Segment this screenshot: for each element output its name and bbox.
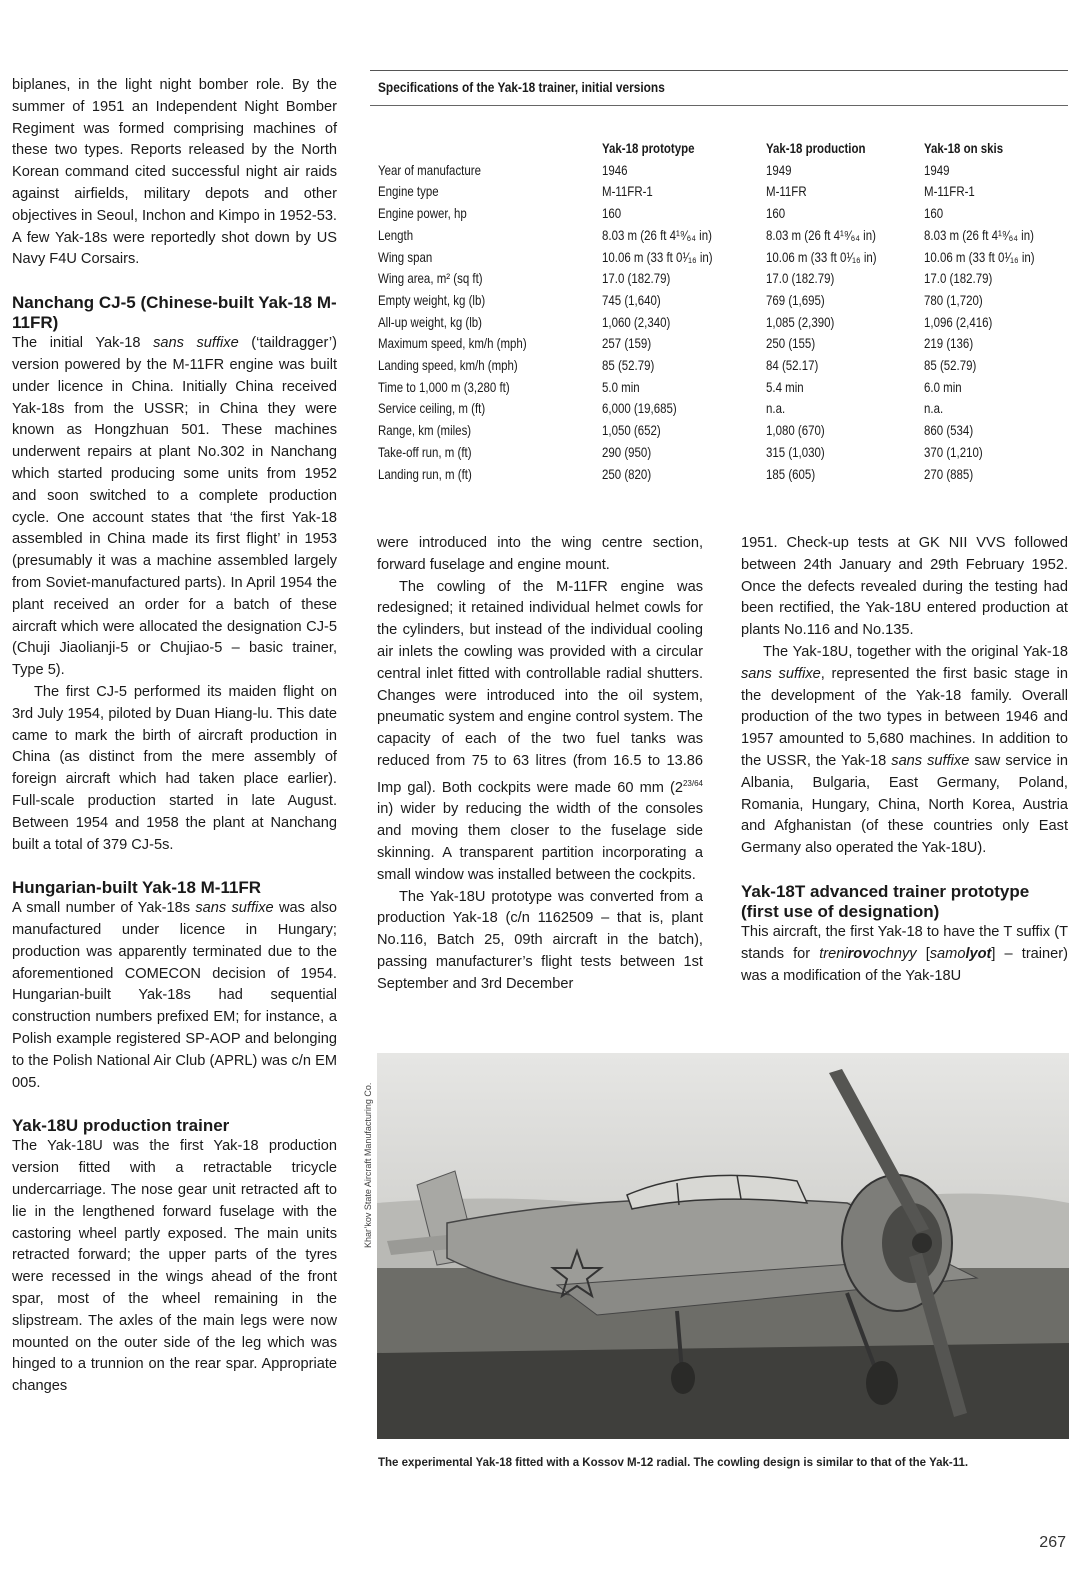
spec-value-cell: 270 (885) [924,465,974,482]
spec-value-cell: 17.0 (182.79) [766,270,835,287]
spec-label-cell: Engine type [378,183,439,200]
aircraft-illustration [377,1053,1069,1439]
spec-label-cell: Take-off run, m (ft) [378,443,472,460]
spec-value-cell: 185 (605) [766,465,816,482]
spec-label-cell: Length [378,226,414,243]
spec-value-cell: 5.4 min [766,378,804,395]
spec-value-cell: 1949 [924,161,950,178]
spec-table-row [372,398,1074,420]
spec-value-cell: 860 (534) [924,422,974,439]
text-column-1 [12,75,337,1398]
header-cell: Yak-18 production [766,140,866,156]
spec-value-cell: 6.0 min [924,378,962,395]
section-heading-hungarian: Hungarian-built Yak-18 M-11FR [12,878,262,898]
spec-value-cell: 84 (52.17) [766,357,819,374]
paragraph: The Yak-18U prototype was converted from a production Yak-18 (c/n 1162509 – that is, plant No.116, Batch 25, 09th aircraft in the batch), passing manufacturer’s flight tests between 1st September and 3rd December [377,888,703,992]
spec-value-cell: 17.0 (182.79) [924,270,993,287]
spec-table-row [372,247,1074,269]
spec-table-row [372,442,1074,464]
spec-value-cell: 160 [602,205,622,222]
spec-table-row [372,290,1074,312]
spec-value-cell: 315 (1,030) [766,443,825,460]
spec-table-row [372,333,1074,355]
header-cell [372,138,602,160]
paragraph: The initial Yak-18 sans suffixe (‘taildragger’) version powered by the M-11FR engine was built under licence in China. Initially China received Yak-18s from the USSR; in China they were known as Hongzhuan 501. These machines underwent repairs at plant No.302 in Nanchang which started producing some units from 1952 and soon switched to a complete production cycle. One account states that ‘the first Yak-18 assembled in China made its first flight’ in 1953 (presumably it was a machine assembled largely from Soviet-manufactured parts). In April 1954 the plant received an order for a batch of these aircraft which were allocated the designation CJ-5 (Chuji Jiaolianji-5 or Chujiao-5 – basic trainer, Type 5). [12,335,338,679]
spec-value-cell: 160 [924,205,944,222]
spec-table [372,138,1074,485]
spec-label-cell: Engine power, hp [378,205,467,222]
section-heading-yak18t: Yak-18T advanced trainer prototype (first use of designation) [741,881,1030,921]
spec-value-cell: 1,050 (652) [602,422,661,439]
spec-value-cell: 5.0 min [602,378,640,395]
spec-value-cell: 370 (1,210) [924,443,983,460]
paragraph: 1951. Check-up tests at GK NII VVS followed between 24th January and 29th February 1952. Once the defects revealed during the testing had been rectified, the Yak-18U entered production at plants No.116 and No.135. [741,535,1068,639]
spec-label-cell: Landing speed, km/h (mph) [378,357,518,374]
spec-value-cell: 250 (155) [766,335,816,352]
spec-label-cell: Empty weight, kg (lb) [378,291,486,308]
spec-label-cell: Service ceiling, m (ft) [378,400,486,417]
spec-value-cell: 8.03 m (26 ft 4¹⁹⁄₆₄ in) [766,226,876,243]
spec-value-cell: 160 [766,205,786,222]
spec-value-cell: 1,085 (2,390) [766,313,835,330]
spec-value-cell: M-11FR [766,183,807,200]
paragraph: A small number of Yak-18s sans suffixe was also manufactured under licence in Hungary; production was apparently terminated due to the aforementioned COMECON decision of 1954. Hungarian-built Yak-18s had sequential construction numbers prefixed EM; for instance, a Polish example registered SP-AOP and belonging to the Polish National Air Club (APRL) was c/n EM 005. [12,900,337,1091]
spec-label-cell: Wing area, m² (sq ft) [378,270,483,287]
aircraft-photo [377,1053,1069,1439]
spec-table-row [372,464,1074,486]
paragraph: were introduced into the wing centre section, forward fuselage and engine mount. [377,535,703,573]
spec-value-cell: 10.06 m (33 ft 0¹⁄₁₆ in) [766,248,877,265]
spec-table-row [372,420,1074,442]
spec-table-row [372,181,1074,203]
page-number: 267 [1039,1534,1066,1551]
spec-label-cell: Range, km (miles) [378,422,472,439]
spec-value-cell: 8.03 m (26 ft 4¹⁹⁄₆₄ in) [602,226,712,243]
text-column-3 [741,533,1068,987]
spec-value-cell: 250 (820) [602,465,652,482]
spec-value-cell: 1,060 (2,340) [602,313,671,330]
spec-value-cell: 8.03 m (26 ft 4¹⁹⁄₆₄ in) [924,226,1034,243]
header-cell: Yak-18 on skis [924,140,1004,156]
spec-value-cell: 17.0 (182.79) [602,270,671,287]
paragraph: The cowling of the M-11FR engine was redesigned; it retained individual helmet cowls for the cylinders, but instead of the individual cooling air inlets the cowling was provided with a circular central inlet fitted with controllable radial shutters. Changes were introduced into the oil system, pneumatic system and engine control system. The capacity of each of the two fuel tanks was reduced from 75 to 63 litres (from 16.5 to 13.86 Imp gal). Both cockpits were made 60 mm ($2^{23/64}$ in) wider by reducing the width of the consoles and moving them closer to the fuselage side skinning. A transparent partition incorporating a small window was installed between the cockpits. [377,578,703,883]
spec-value-cell: 1,080 (670) [766,422,825,439]
spec-value-cell: 85 (52.79) [602,357,655,374]
spec-table-row [372,377,1074,399]
spec-value-cell: 1949 [766,161,792,178]
spec-value-cell: 780 (1,720) [924,291,983,308]
spec-value-cell: 257 (159) [602,335,652,352]
spec-label-cell: All-up weight, kg (lb) [378,313,482,330]
spec-table-header-row [372,138,1074,160]
spec-value-cell: M-11FR-1 [924,183,975,200]
spec-value-cell: 769 (1,695) [766,291,825,308]
spec-value-cell: 10.06 m (33 ft 0¹⁄₁₆ in) [924,248,1035,265]
spec-table-body [372,160,1074,486]
paragraph: biplanes, in the light night bomber role. By the summer of 1951 an Independent Night Bomber Regiment was formed comprising machines of these two types. Reports released by the North Korean command cited successful night air raids against airfields, military depots and other objectives in Seoul, Inchon and Kimpo in 1952-53. A few Yak-18s were reportedly shot down by US Navy F4U Corsairs. [12,77,337,268]
spec-value-cell: 6,000 (19,685) [602,400,677,417]
spec-table-title: Specifications of the Yak-18 trainer, initial versions [378,79,665,95]
photo-caption: The experimental Yak-18 fitted with a Kossov M-12 radial. The cowling design is similar to that of the Yak-11. [378,1457,969,1469]
top-rule [370,70,1068,71]
section-heading-yak18u: Yak-18U production trainer [12,1116,230,1136]
text-column-2 [377,533,703,996]
spec-label-cell: Time to 1,000 m (3,280 ft) [378,378,510,395]
paragraph: The Yak-18U, together with the original Yak-18 sans suffixe, represented the first basic stage in the development of the Yak-18 family. Overall production of the two types in between 1946 and 1957 amounted to 5,680 machines. In addition to the USSR, the Yak-18 sans suffixe saw service in Albania, Bulgaria, East Germany, Poland, Romania, Hungary, China, North Korea, Austria and Afghanistan (of these countries only East Germany also operated the Yak-18U). [741,643,1069,857]
spec-value-cell: 1,096 (2,416) [924,313,993,330]
spec-title-rule [370,105,1068,106]
spec-value-cell: 219 (136) [924,335,974,352]
spec-value-cell: 290 (950) [602,443,652,460]
spec-value-cell: n.a. [924,400,944,417]
paragraph: The first CJ-5 performed its maiden flight on 3rd July 1954, piloted by Duan Hiang-lu. This date came to mark the birth of aircraft production in China (as distinct from the mere assembly of foreign aircraft which had taken place earlier). Full-scale production started in late August. Between 1954 and 1958 the plant at Nanchang built a total of 379 CJ-5s. [12,683,337,853]
spec-table-row [372,225,1074,247]
spec-table-row [372,268,1074,290]
spec-value-cell: M-11FR-1 [602,183,653,200]
spec-label-cell: Maximum speed, km/h (mph) [378,335,527,352]
spec-label-cell: Year of manufacture [378,161,481,178]
spec-value-cell: 1946 [602,161,628,178]
spec-value-cell: 745 (1,640) [602,291,661,308]
spec-label-cell: Landing run, m (ft) [378,465,472,482]
paragraph: The Yak-18U was the first Yak-18 production version fitted with a retractable tricycle undercarriage. The nose gear unit retracted aft to lie in the lengthened forward fuselage with the castoring wheel partly exposed. The main units retracted forward; the upper parts of the tyres were recessed in the wings ahead of the front spar, most of the wheel remaining in the slipstream. The axles of the main legs were now mounted on the outer side of the leg which was hinged to a trunnion on the rear spar. Appropriate changes [12,1138,337,1395]
spec-label-cell: Wing span [378,248,433,265]
spec-value-cell: 10.06 m (33 ft 0¹⁄₁₆ in) [602,248,713,265]
spec-table-row [372,312,1074,334]
section-heading-cj5: Nanchang CJ-5 (Chinese-built Yak-18 M-11FR) [12,293,337,333]
spec-table-row [372,203,1074,225]
spec-value-cell: n.a. [766,400,786,417]
spec-table-row [372,160,1074,182]
photo-credit: Khar’kov State Aircraft Manufacturing Co. [363,1082,373,1248]
header-cell: Yak-18 prototype [602,140,695,156]
spec-table-row [372,355,1074,377]
paragraph: This aircraft, the first Yak-18 to have the T suffix (T stands for trenirovochnyy [samolyot] – trainer) was a modification of the Yak-18U [741,923,1068,984]
spec-value-cell: 85 (52.79) [924,357,977,374]
